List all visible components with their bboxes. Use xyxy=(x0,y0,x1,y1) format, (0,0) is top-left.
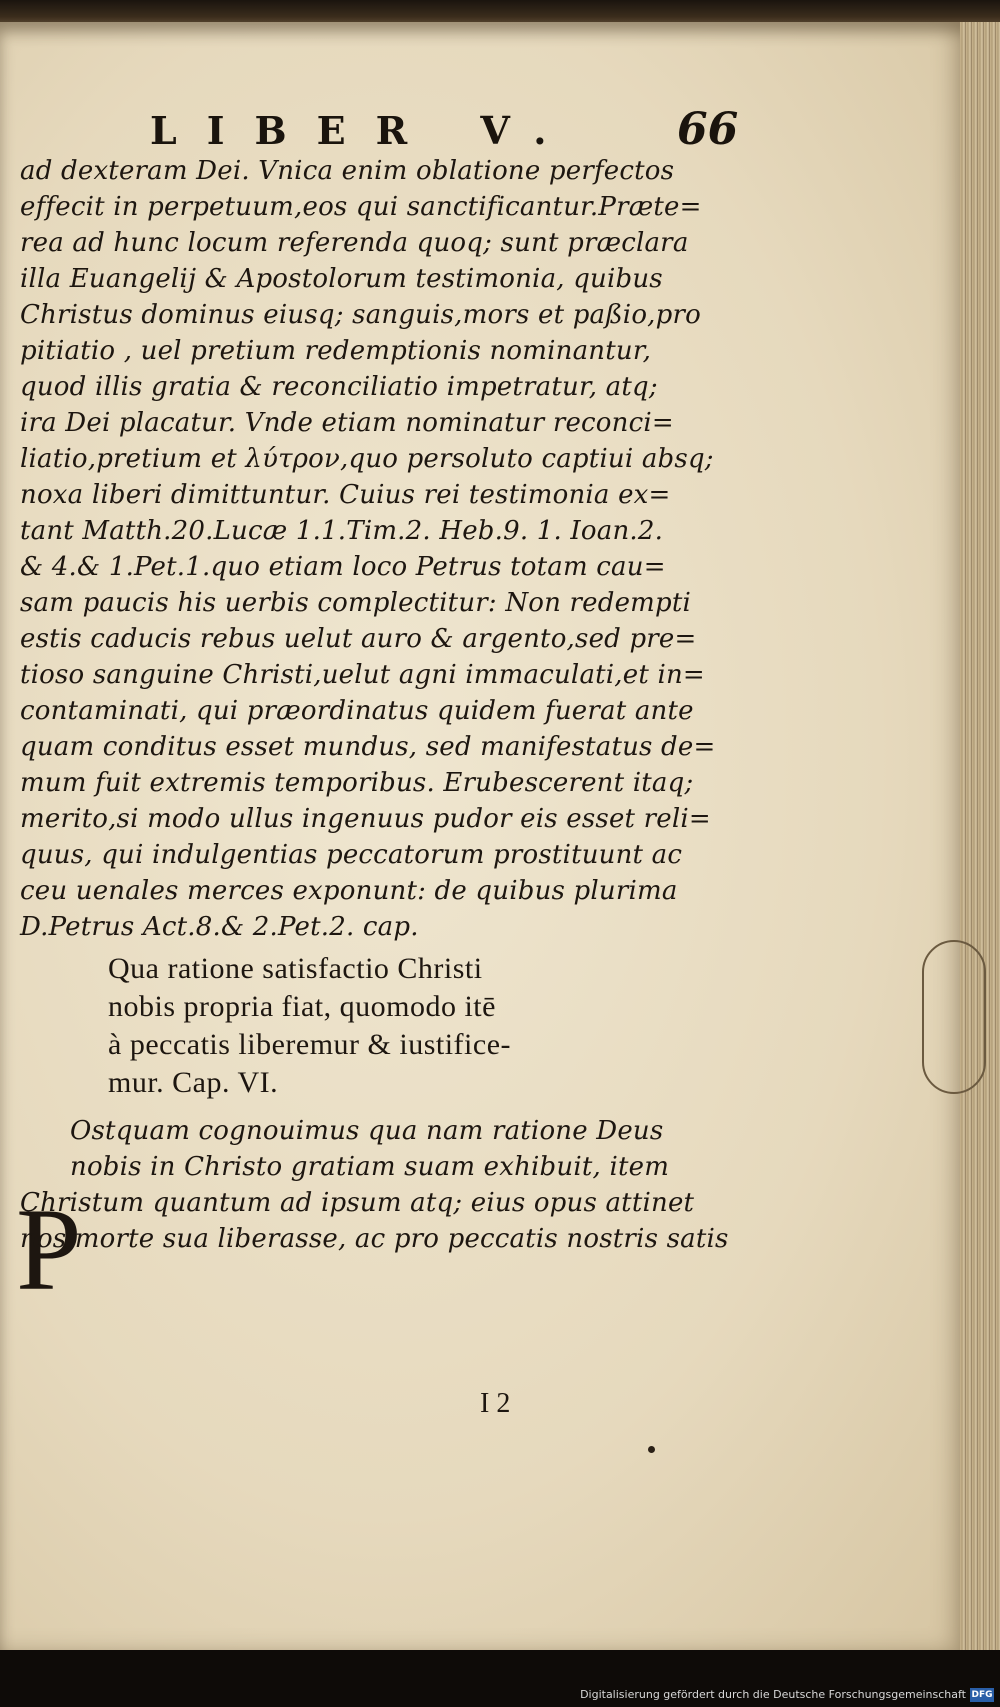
text-line: quod illis gratia & reconciliatio impetratur, atq; xyxy=(20,372,658,402)
text-line: & 4.& 1.Pet.1.quo etiam loco Petrus totam cau= xyxy=(20,552,666,582)
text-line: estis caducis rebus uelut auro & argento,sed pre= xyxy=(20,624,697,654)
text-line: sam paucis his uerbis complectitur: Non redempti xyxy=(20,588,692,618)
page-number: 66 xyxy=(677,104,739,155)
text-line: Christum quantum ad ipsum atq; eius opus attinet xyxy=(20,1188,695,1218)
text-line: quam conditus esset mundus, sed manifestatus de= xyxy=(20,732,716,762)
text-line: Christus dominus eiusq; sanguis,mors et paßio,pro xyxy=(20,300,701,330)
text-line: D.Petrus Act.8.& 2.Pet.2. cap. xyxy=(20,912,419,942)
ink-spot xyxy=(648,1446,655,1453)
chapter-heading-line: à peccatis liberemur & iustifice- xyxy=(108,1028,511,1061)
drop-capital: P xyxy=(16,1184,82,1315)
footer-bar xyxy=(0,1650,1000,1707)
text-line: contaminati, qui præordinatus quidem fuerat ante xyxy=(20,696,694,726)
text-line: nobis in Christo gratiam suam exhibuit, item xyxy=(70,1152,670,1182)
text-line: liatio,pretium et λύτρον,quo persoluto captiui absq; xyxy=(20,444,714,474)
signature-mark: I 2 xyxy=(480,1388,511,1419)
dfg-logo: DFG xyxy=(971,1690,993,1700)
chapter-heading-line: Qua ratione satisfactio Christi xyxy=(108,952,483,985)
text-line: mum fuit extremis temporibus. Erubescerent itaq; xyxy=(20,768,694,798)
text-line: nos morte sua liberasse, ac pro peccatis nostris satis xyxy=(20,1224,729,1254)
text-line: pitiatio , uel pretium redemptionis nominantur, xyxy=(20,336,652,366)
text-line: Ostquam cognouimus qua nam ratione Deus xyxy=(70,1116,664,1146)
text-line: ira Dei placatur. Vnde etiam nominatur reconci= xyxy=(20,408,674,438)
text-line: tant Matth.20.Lucæ 1.1.Tim.2. Heb.9. 1. Ioan.2. xyxy=(20,516,664,546)
text-line: tioso sanguine Christi,uelut agni immaculati,et in= xyxy=(20,660,705,690)
text-line: illa Euangelij & Apostolorum testimonia, quibus xyxy=(20,264,663,294)
text-line: rea ad hunc locum referenda quoq; sunt præclara xyxy=(20,228,689,258)
text-line: merito,si modo ullus ingenuus pudor eis esset reli= xyxy=(20,804,711,834)
text-line: effecit in perpetuum,eos qui sanctificantur.Præte= xyxy=(20,192,702,222)
text-line: noxa liberi dimittuntur. Cuius rei testimonia ex= xyxy=(20,480,671,510)
running-head: LIBER V. xyxy=(150,108,577,153)
chapter-heading-line: mur. Cap. VI. xyxy=(108,1066,279,1099)
chapter-heading-line: nobis propria fiat, quomodo itē xyxy=(108,990,496,1023)
page-stack-edge xyxy=(960,22,1000,1652)
text-line: ceu uenales merces exponunt: de quibus plurima xyxy=(20,876,678,906)
digitization-credit: Digitalisierung gefördert durch die Deutsche Forschungsgemeinschaft xyxy=(580,1688,966,1701)
page-clip-tab xyxy=(922,940,986,1094)
text-line: quus, qui indulgentias peccatorum prostituunt ac xyxy=(20,840,683,870)
text-line: ad dexteram Dei. Vnica enim oblatione perfectos xyxy=(20,156,675,186)
